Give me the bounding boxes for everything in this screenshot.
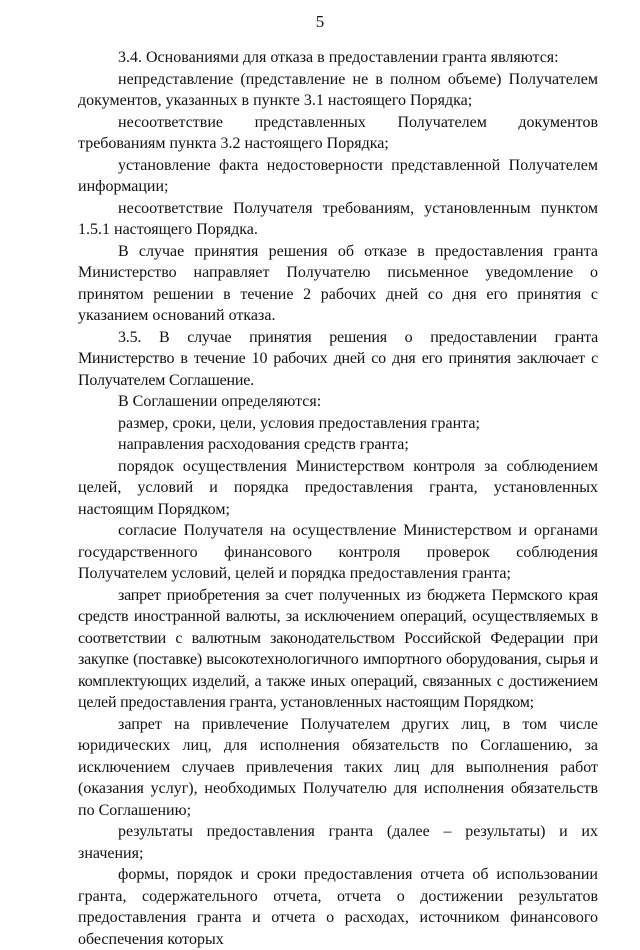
paragraph-reason-docs-mismatch: несоответствие представленных Получателем документов требованиям пункта 3.2 настоящего Порядка;	[78, 113, 598, 152]
paragraph-report-forms: формы, порядок и сроки предоставления отчета об использовании гранта, содержательного отчета, отчета о достижении результатов предоставления гранта и отчета о расходах, источником финансового обеспечения которых	[78, 866, 598, 948]
paragraph-control-procedure: порядок осуществления Министерством контроля за соблюдением целей, условий и порядка предоставления гранта, установленных настоящим Порядком;	[78, 457, 598, 518]
document-body	[78, 47, 598, 950]
paragraph-agreement-defines: В Соглашении определяются:	[118, 393, 322, 410]
paragraph-3-4-heading: 3.4. Основаниями для отказа в предоставлении гранта являются:	[118, 49, 559, 66]
paragraph-third-party-prohibition: запрет на привлечение Получателем других лиц, в том числе юридических лиц, для исполнения обязательств по Соглашению, за исключением случаев привлечения таких лиц для выполнения работ (оказания услуг), необходимых Получателю для исполнения обязательств по Соглашению;	[78, 715, 598, 819]
paragraph-3-5-agreement: 3.5. В случае принятия решения о предоставлении гранта Министерство в течение 10 рабочих дней со дня его принятия заключает с Получателем Соглашение.	[78, 328, 598, 389]
paragraph-currency-prohibition: запрет приобретения за счет полученных из бюджета Пермского края средств иностранной валюты, за исключением операций, осуществляемых в соответствии с валютным законодательством Российской Федерации при закупке (поставке) высокотехнологичного импортного оборудования, сырья и комплектующих изделий, а также иных операций, связанных с достижением целей предоставления гранта, установленных настоящим Порядком;	[78, 586, 598, 711]
page-number: 5	[315, 12, 325, 31]
paragraph-reason-docs-missing: непредставление (представление не в полном объеме) Получателем документов, указанных в пункте 3.1 настоящего Порядка;	[78, 70, 598, 109]
paragraph-consent-inspections: согласие Получателя на осуществление Министерством и органами государственного финансового контроля проверок соблюдения Получателем условий, целей и порядка предоставления гранта;	[78, 522, 598, 582]
paragraph-reason-false-info: установление факта недостоверности представленной Получателем информации;	[78, 156, 598, 195]
paragraph-results-values: результаты предоставления гранта (далее – результаты) и их значения;	[78, 823, 598, 862]
paragraph-reason-requirements: несоответствие Получателя требованиям, установленным пунктом 1.5.1 настоящего Порядка.	[78, 199, 598, 238]
paragraph-refusal-notice: В случае принятия решения об отказе в предоставления гранта Министерство направляет Получателю письменное уведомление о принятом решении в течение 2 рабочих дней со дня его принятия с указанием оснований отказа.	[78, 242, 598, 324]
paragraph-amount-terms: размер, сроки, цели, условия предоставления гранта;	[118, 414, 480, 432]
paragraph-spending-directions: направления расходования средств гранта;	[118, 436, 409, 453]
